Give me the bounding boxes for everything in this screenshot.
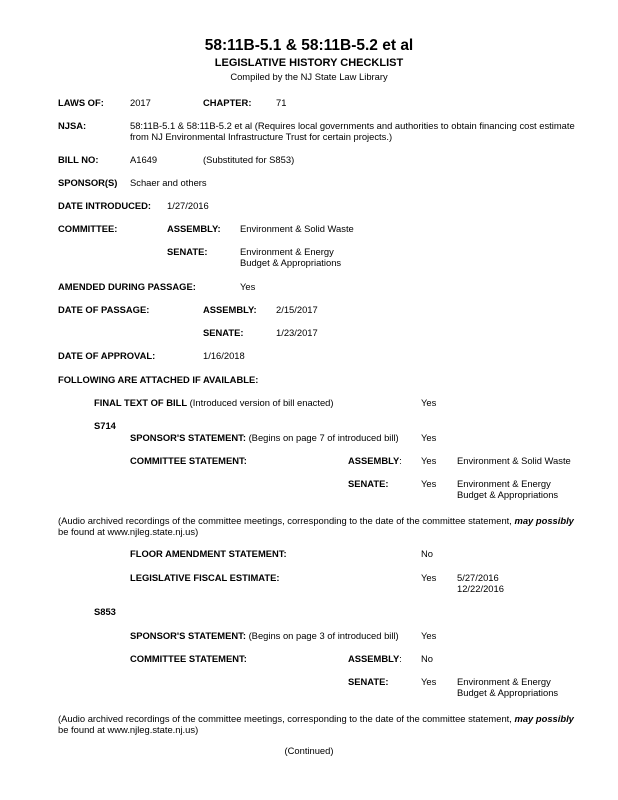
s853-senate-label: SENATE:	[348, 676, 389, 687]
s714-audio-note-line2: be found at www.njleg.state.nj.us)	[58, 526, 199, 537]
s853-assembly-label: ASSEMBLY	[348, 653, 400, 664]
sponsor-value: Schaer and others	[130, 177, 207, 188]
page-subtitle: LEGISLATIVE HISTORY CHECKLIST	[214, 57, 404, 69]
s714-audio-note-text: (Audio archived recordings of the committee meetings, corresponding to the date of the committee statement,	[58, 515, 515, 526]
passage-assembly-label: ASSEMBLY:	[203, 304, 257, 315]
s853-audio-note-line2: be found at www.njleg.state.nj.us)	[58, 724, 199, 735]
page-title: 58:11B-5.1 & 58:11B-5.2 et al	[204, 37, 414, 54]
committee-senate-value-2: Budget & Appropriations	[240, 257, 342, 268]
chapter-label: CHAPTER:	[203, 97, 252, 108]
s714-sponsor-statement-row	[130, 432, 399, 443]
laws-of-year: 2017	[130, 97, 151, 108]
s853-sponsor-statement-value: Yes	[421, 630, 437, 641]
committee-assembly-label: ASSEMBLY:	[167, 223, 221, 234]
amended-label: AMENDED DURING PASSAGE:	[58, 281, 196, 292]
chapter-number: 71	[276, 97, 287, 108]
s714-fiscal-estimate-date-2: 12/22/2016	[457, 583, 504, 594]
s853-committee-statement-label: COMMITTEE STATEMENT:	[130, 653, 247, 664]
attached-heading: FOLLOWING ARE ATTACHED IF AVAILABLE:	[58, 374, 259, 385]
s853-senate-committee-1: Environment & Energy	[457, 676, 551, 687]
s714-senate-label: SENATE:	[348, 478, 389, 489]
committee-senate-label: SENATE:	[167, 246, 208, 257]
passage-senate-date: 1/23/2017	[276, 327, 318, 338]
s853-sponsor-statement-label: SPONSOR'S STATEMENT:	[130, 630, 246, 641]
s853-senate-value: Yes	[421, 676, 437, 687]
s714-fiscal-estimate-date-1: 5/27/2016	[457, 572, 499, 583]
final-text-label: FINAL TEXT OF BILL	[94, 397, 188, 408]
s853-assembly-colon: :	[399, 653, 402, 664]
s714-senate-committee-2: Budget & Appropriations	[457, 489, 559, 500]
s714-fiscal-estimate-value: Yes	[421, 572, 437, 583]
s853-sponsor-statement-note: (Begins on page 3 of introduced bill)	[248, 630, 399, 641]
passage-assembly-date: 2/15/2017	[276, 304, 318, 315]
date-of-approval-label: DATE OF APPROVAL:	[58, 350, 156, 361]
s853-audio-note-emphasis: may possibly	[514, 713, 574, 724]
s714-fiscal-estimate-label: LEGISLATIVE FISCAL ESTIMATE:	[130, 572, 280, 583]
s714-assembly-value: Yes	[421, 455, 437, 466]
bill-number: A1649	[130, 154, 158, 165]
s714-committee-statement-label: COMMITTEE STATEMENT:	[130, 455, 247, 466]
s714-assembly-label: ASSEMBLY	[348, 455, 400, 466]
s714-floor-amendment-value: No	[421, 548, 433, 559]
s853-audio-note-line1	[58, 713, 574, 724]
s853-senate-committee-2: Budget & Appropriations	[457, 687, 559, 698]
sponsor-label: SPONSOR(S)	[58, 177, 118, 188]
date-introduced-label: DATE INTRODUCED:	[58, 200, 152, 211]
s714-senate-value: Yes	[421, 478, 437, 489]
s714-sponsor-statement-note: (Begins on page 7 of introduced bill)	[248, 432, 399, 443]
njsa-line1: 58:11B-5.1 & 58:11B-5.2 et al (Requires local governments and authorities to obtain financing cost estimate	[130, 120, 575, 131]
final-text-value: Yes	[421, 397, 437, 408]
final-text-note: (Introduced version of bill enacted)	[189, 397, 334, 408]
s714-senate-committee-1: Environment & Energy	[457, 478, 551, 489]
passage-senate-label: SENATE:	[203, 327, 244, 338]
date-of-approval-value: 1/16/2018	[203, 350, 245, 361]
s714-sponsor-statement-label: SPONSOR'S STATEMENT:	[130, 432, 246, 443]
date-introduced-value: 1/27/2016	[167, 200, 209, 211]
bill-substituted: (Substituted for S853)	[203, 154, 295, 165]
compiled-by: Compiled by the NJ State Law Library	[230, 71, 388, 82]
amended-value: Yes	[240, 281, 256, 292]
s714-audio-note-emphasis: may possibly	[514, 515, 574, 526]
s714-audio-note-line1	[58, 515, 574, 526]
s853-assembly-value: No	[421, 653, 433, 664]
s714-assembly-label-row	[348, 455, 402, 466]
s714-floor-amendment-label: FLOOR AMENDMENT STATEMENT:	[130, 548, 287, 559]
s853-label: S853	[94, 606, 116, 617]
s714-sponsor-statement-value: Yes	[421, 432, 437, 443]
continued-note: (Continued)	[284, 745, 334, 756]
committee-label: COMMITTEE:	[58, 223, 118, 234]
s853-assembly-label-row	[348, 653, 402, 664]
njsa-label: NJSA:	[58, 120, 87, 131]
s714-label: S714	[94, 420, 116, 431]
committee-assembly-value: Environment & Solid Waste	[240, 223, 354, 234]
date-of-passage-label: DATE OF PASSAGE:	[58, 304, 150, 315]
bill-no-label: BILL NO:	[58, 154, 99, 165]
s714-assembly-committee: Environment & Solid Waste	[457, 455, 571, 466]
final-text-row	[94, 397, 334, 408]
committee-senate-value-1: Environment & Energy	[240, 246, 334, 257]
laws-of-label: LAWS OF:	[58, 97, 104, 108]
njsa-line2: from NJ Environmental Infrastructure Trust for certain projects.)	[130, 131, 393, 142]
s714-assembly-colon: :	[399, 455, 402, 466]
s853-audio-note-text: (Audio archived recordings of the committee meetings, corresponding to the date of the committee statement,	[58, 713, 515, 724]
s853-sponsor-statement-row	[130, 630, 399, 641]
